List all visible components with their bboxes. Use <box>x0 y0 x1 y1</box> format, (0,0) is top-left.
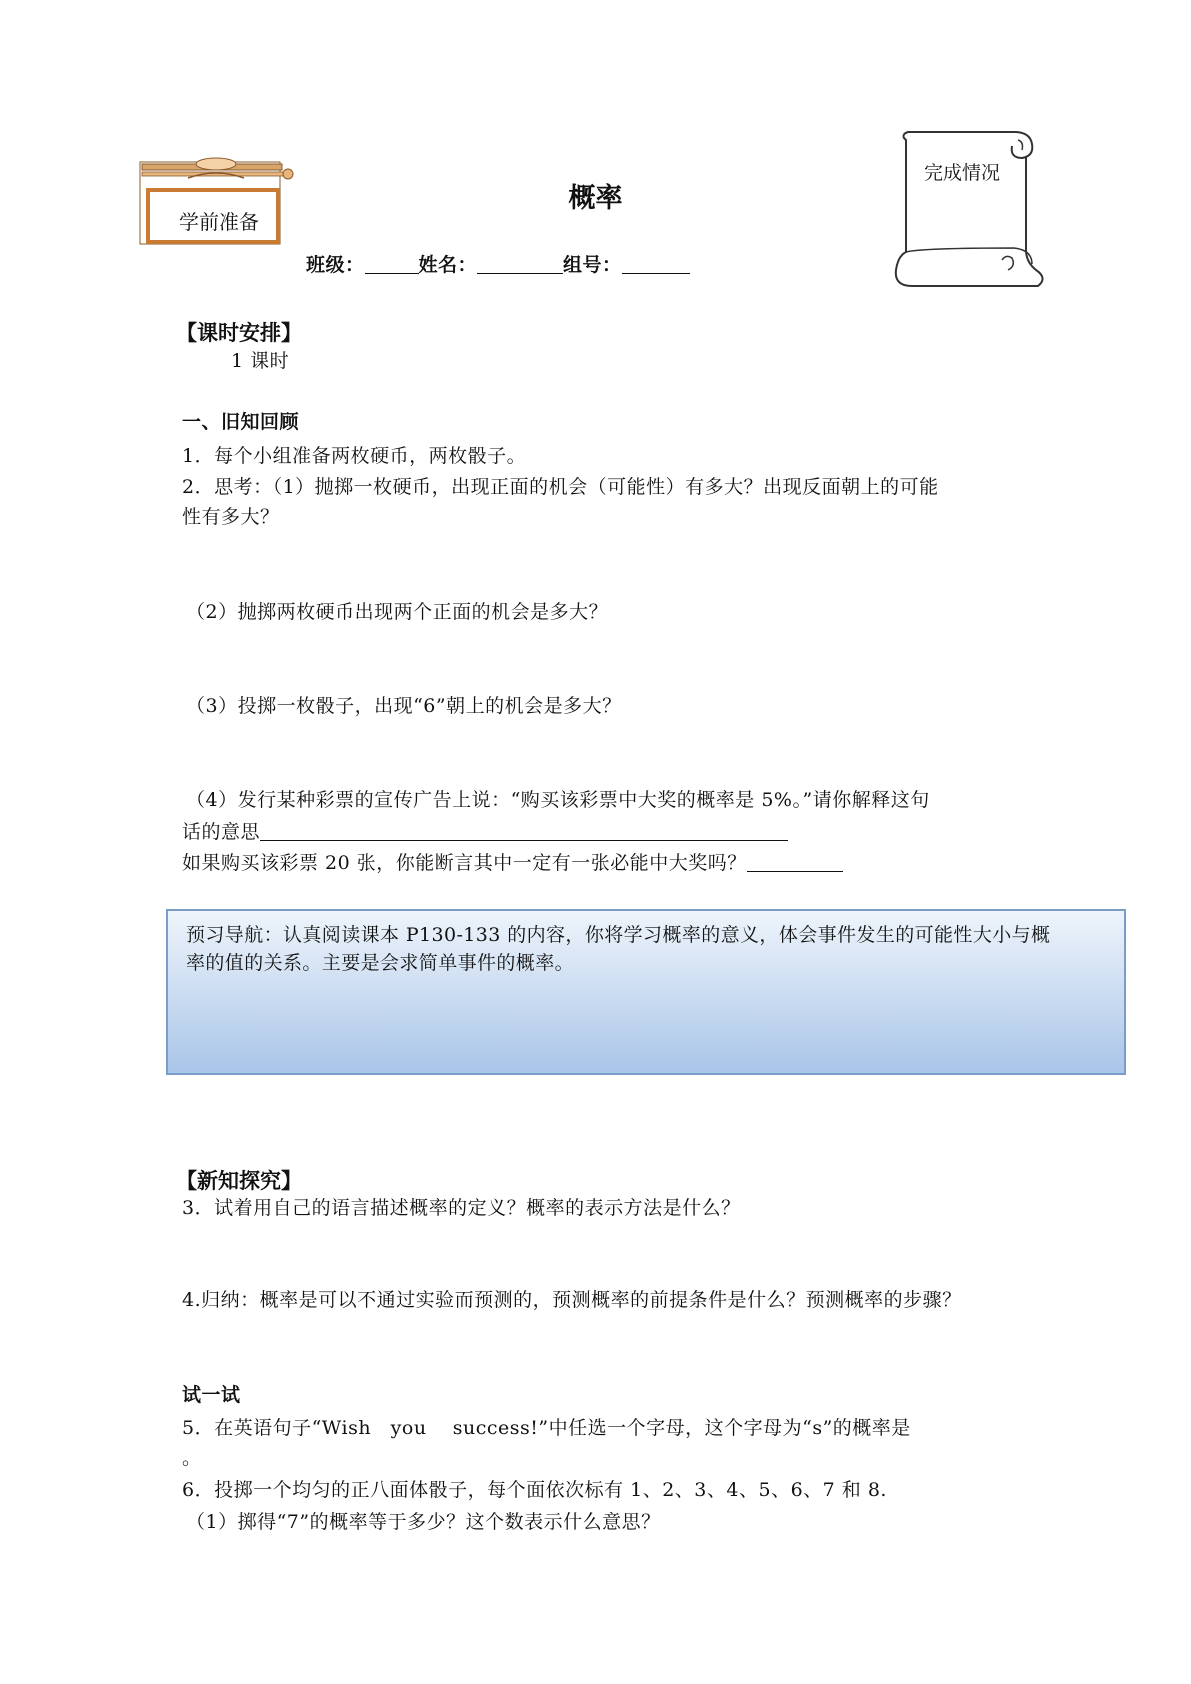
explain-answer-field[interactable] <box>260 822 788 841</box>
class-label: 班级： <box>306 254 365 276</box>
review-question-2: （2）抛掷两枚硬币出现两个正面的机会是多大？ <box>186 601 609 623</box>
preview-line-1: 预习导航：认真阅读课本 P130-133 的内容，你将学习概率的意义，体会事件发生的可能性大小与概 <box>186 924 1051 946</box>
scroll-icon <box>892 130 1057 288</box>
try-question-6-1: （1）掷得“7”的概率等于多少？这个数表示什么意思？ <box>186 1511 661 1533</box>
student-info-line <box>306 255 690 275</box>
schedule-text: 1 课时 <box>231 350 290 372</box>
review-question-4-line1: （4）发行某种彩票的宣传广告上说：“购买该彩票中大奖的概率是 5%。”请你解释这句 <box>186 789 930 811</box>
review-question-3: （3）投掷一枚骰子，出现“6”朝上的机会是多大？ <box>186 695 622 717</box>
review-question-4-followup: 如果购买该彩票 20 张，你能断言其中一定有一张必能中大奖吗？ <box>182 852 747 874</box>
review-item-1: 1．每个小组准备两枚硬币，两枚骰子。 <box>182 445 527 467</box>
completion-scroll <box>892 130 1057 288</box>
scroll-label: 完成情况 <box>924 162 1001 184</box>
try-heading: 试一试 <box>182 1384 241 1406</box>
name-field[interactable] <box>477 255 563 274</box>
preview-line-2: 率的值的关系。主要是会求简单事件的概率。 <box>186 952 575 974</box>
preview-guide-box <box>166 909 1126 1075</box>
review-item-2-line2: 性有多大？ <box>182 506 280 528</box>
page-title: 概率 <box>568 183 623 214</box>
try-question-5-line1: 5．在英语句子“Wish you success!”中任选一个字母，这个字母为“s”的概率是 <box>182 1417 911 1439</box>
followup-answer-field[interactable] <box>747 853 843 872</box>
review-item-2-line1: 2．思考：（1）抛掷一枚硬币，出现正面的机会（可能性）有多大？出现反面朝上的可能 <box>182 476 939 498</box>
review-question-4-line3 <box>182 853 843 873</box>
try-question-5-line2: 。 <box>182 1447 202 1469</box>
review-question-4-text: 话的意思 <box>182 821 261 843</box>
explore-heading: 【新知探究】 <box>176 1169 302 1193</box>
explore-question-4: 4.归纳：概率是可以不通过实验而预测的，预测概率的前提条件是什么？预测概率的步骤？ <box>182 1289 962 1311</box>
class-field[interactable] <box>365 255 419 274</box>
group-label: 组号： <box>563 254 622 276</box>
group-field[interactable] <box>622 255 690 274</box>
sign-label: 学前准备 <box>179 210 259 234</box>
schedule-heading: 【课时安排】 <box>176 321 302 345</box>
name-label: 姓名： <box>418 254 478 276</box>
review-heading: 一、旧知回顾 <box>182 411 300 433</box>
try-question-6: 6．投掷一个均匀的正八面体骰子，每个面依次标有 1、2、3、4、5、6、7 和 8. <box>182 1479 887 1501</box>
review-question-4-line2 <box>182 822 788 842</box>
explore-question-3: 3．试着用自己的语言描述概率的定义？概率的表示方法是什么？ <box>182 1197 741 1219</box>
